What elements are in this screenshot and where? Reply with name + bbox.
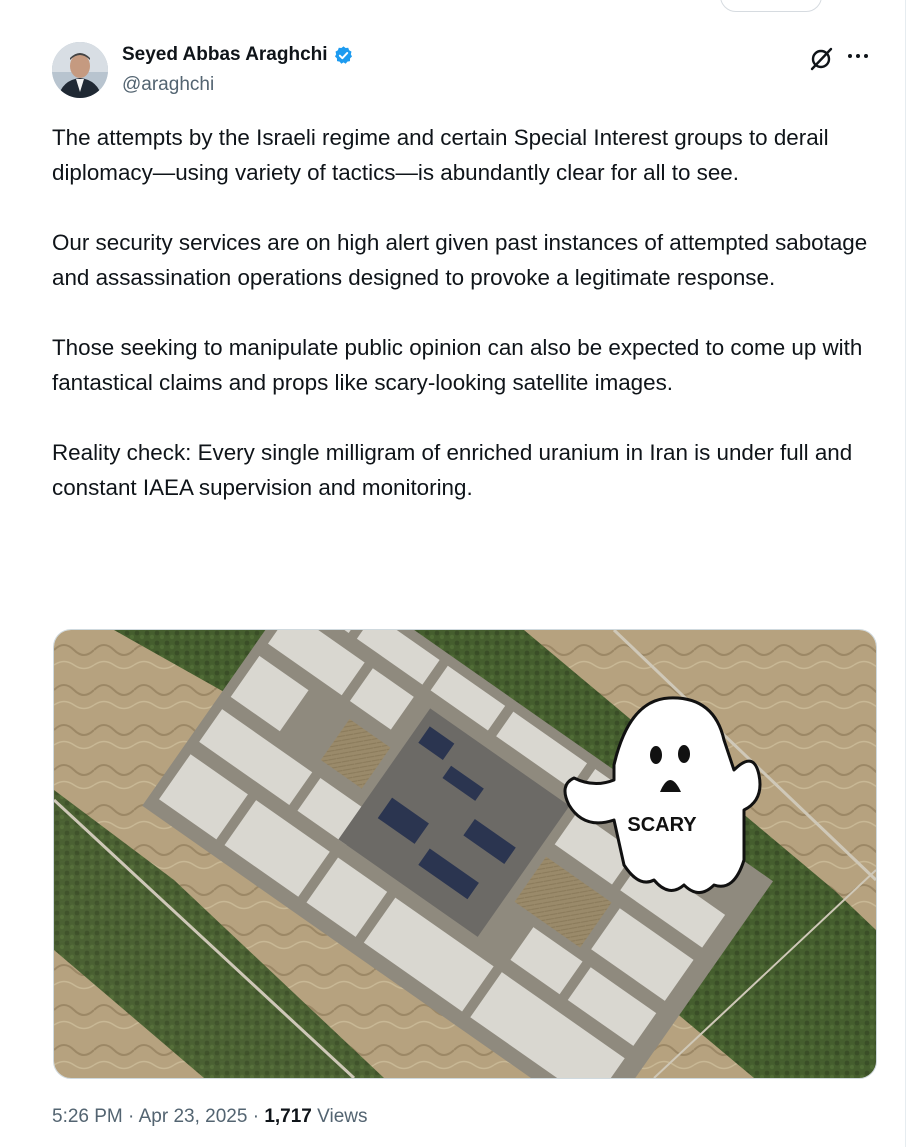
tweet-meta <box>52 1106 367 1128</box>
tweet-text <box>52 120 882 540</box>
author-handle[interactable]: @araghchi <box>122 74 215 95</box>
ghost-label: SCARY <box>627 814 697 836</box>
verified-badge-icon <box>333 45 354 66</box>
avatar-image <box>52 42 108 98</box>
tweet-date[interactable]: Apr 23, 2025 <box>138 1106 248 1127</box>
tweet-paragraph: The attempts by the Israeli regime and certain Special Interest groups to derail diplomacy—using variety of tactics—is abundantly clear for all to see. <box>52 125 829 185</box>
meta-separator: · <box>247 1106 265 1127</box>
views-label: Views <box>317 1106 368 1127</box>
satellite-image <box>54 630 876 1078</box>
tweet-media-image[interactable] <box>53 629 877 1079</box>
author-name-row[interactable] <box>122 44 354 66</box>
grok-icon[interactable] <box>808 46 834 72</box>
views-count[interactable]: 1,717 <box>264 1106 312 1127</box>
tweet-paragraph: Reality check: Every single milligram of enriched uranium in Iran is under full and constant IAEA supervision and monitoring. <box>52 440 853 500</box>
tweet-paragraph: Those seeking to manipulate public opinion can also be expected to come up with fantastical claims and props like scary-looking satellite images. <box>52 335 863 395</box>
tweet-paragraph: Our security services are on high alert given past instances of attempted sabotage and assassination operations designed to provoke a legitimate response. <box>52 230 868 290</box>
tweet-time[interactable]: 5:26 PM <box>52 1106 123 1127</box>
author-display-name[interactable]: Seyed Abbas Araghchi <box>122 44 328 65</box>
more-options-icon[interactable] <box>848 54 868 58</box>
meta-separator: · <box>122 1106 139 1127</box>
avatar[interactable] <box>52 42 108 98</box>
